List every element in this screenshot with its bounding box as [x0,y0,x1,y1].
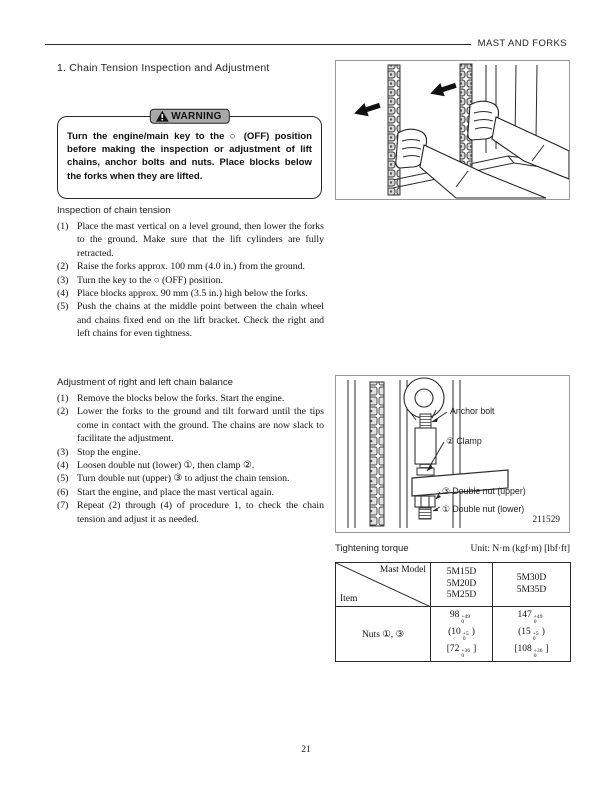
model-name: 5M25D [446,590,477,601]
list-item-number: (2) [57,406,69,418]
right-hand [468,101,569,179]
column-header-models-1 [431,563,493,607]
list-item [57,405,324,445]
list-item [57,392,324,405]
list-item-text: Start the engine, and place the mast vertical again. [77,486,274,498]
inspection-heading: Inspection of chain tension [57,205,171,216]
torque-value-cell-2 [493,607,571,662]
list-item-text: Place blocks approx. 90 mm (3.5 in.) high below the forks. [77,288,308,300]
push-arrow-left [352,99,382,121]
list-item-text: Loosen double nut (lower) ①, then clamp ②. [77,460,255,472]
list-item-text: Repeat (2) through (4) of procedure 1, to check the chain tension and adjust it as needed. [77,500,324,525]
figure-number: 211529 [532,515,560,525]
list-item [57,446,324,459]
list-item-number: (4) [57,460,69,472]
list-item-text: Turn the key to the ○ (OFF) position. [77,274,223,286]
torque-value-line: [108 +36 0 ] [514,643,549,660]
list-item [57,287,324,300]
page-title: 1. Chain Tension Inspection and Adjustment [57,62,270,74]
list-item-number: (1) [57,393,69,404]
list-item-text: Remove the blocks below the forks. Start the engine. [77,393,285,404]
list-item [57,260,324,273]
warning-badge-label: WARNING [171,110,222,122]
torque-heading: Tightening torque [335,543,409,554]
list-item-number: (3) [57,446,69,458]
list-item-number: (3) [57,274,69,286]
list-item [57,472,324,485]
list-item-number: (5) [57,301,69,313]
label-double-nut-upper: ③ Double nut (upper) [442,486,526,496]
torque-value-line: (10 +5 0 ) [448,626,475,643]
list-item-number: (1) [57,221,69,232]
list-item [57,486,324,499]
list-item [57,300,324,340]
page-header [45,38,567,49]
warning-box [57,110,322,199]
list-item [57,220,324,260]
list-item-number: (2) [57,261,69,273]
list-item [57,499,324,526]
chain-push-illustration [335,60,570,200]
torque-value-line: [72 +36 0 ] [446,643,477,660]
label-double-nut-lower: ① Double nut (lower) [442,504,525,514]
adjustment-heading: Adjustment of right and left chain balance [57,377,233,388]
warning-text: Turn the engine/main key to the ○ (OFF) position before making the inspection or adjustment of lift chains, anchor bolts and nuts. Place blocks below the forks when they are lifted. [67,131,312,182]
list-item [57,274,324,287]
list-item-text: Stop the engine. [77,446,141,458]
corner-label-item: Item [340,594,358,604]
torque-value-line: (15 +5 0 ) [518,626,545,643]
list-item-text: Lower the forks to the ground and tilt forward until the tips come in contact with the ground. The chains are now slack to facilitate the adjustment. [77,406,324,445]
chain-push-drawing [336,61,569,199]
torque-value-cell-1 [431,607,493,662]
list-item-number: (7) [57,500,69,512]
list-item-text: Push the chains at the middle point between the chain wheel and chains fixed end on the lift bracket. Check the right and left chains for even tightness. [77,301,324,340]
list-item-text: Place the mast vertical on a level ground, then lower the forks to the ground. Make sure that the lift cylinders are fully retracted. [77,221,324,259]
inspection-list [57,220,324,341]
torque-unit: Unit: N·m (kgf·m) [lbf·ft] [470,544,570,554]
corner-label-mast-model: Mast Model [379,565,426,575]
list-item-number: (6) [57,486,69,498]
model-name: 5M20D [446,578,477,589]
label-anchor-bolt: Anchor bolt [450,406,495,416]
page-header-title: MAST AND FORKS [477,38,567,49]
warning-badge [149,109,229,124]
table-corner-cell [336,563,431,607]
model-name: 5M35D [516,584,547,595]
page-number: 21 [301,745,311,755]
list-item-number: (5) [57,473,69,485]
adjustment-list [57,392,324,526]
label-clamp: ② Clamp [446,436,482,446]
torque-value-line: 147 +49 0 [517,610,543,626]
list-item-text: Raise the forks approx. 100 mm (4.0 in.) from the ground. [77,261,306,273]
list-item-text: Turn double nut (upper) ③ to adjust the chain tension. [77,473,290,485]
torque-value-line: 98 +49 0 [449,610,471,626]
push-arrow-right [428,79,458,101]
model-name: 5M15D [446,567,477,578]
anchor-bolt-diagram [335,375,570,533]
warning-triangle-icon [155,111,168,122]
list-item [57,459,324,472]
row-label-nuts: Nuts ①, ③ [336,607,431,662]
model-name: 5M30D [516,573,547,583]
list-item-number: (4) [57,288,69,300]
column-header-models-2 [493,563,571,607]
torque-table [335,562,571,662]
header-rule [45,44,471,45]
torque-heading-row [335,543,570,554]
